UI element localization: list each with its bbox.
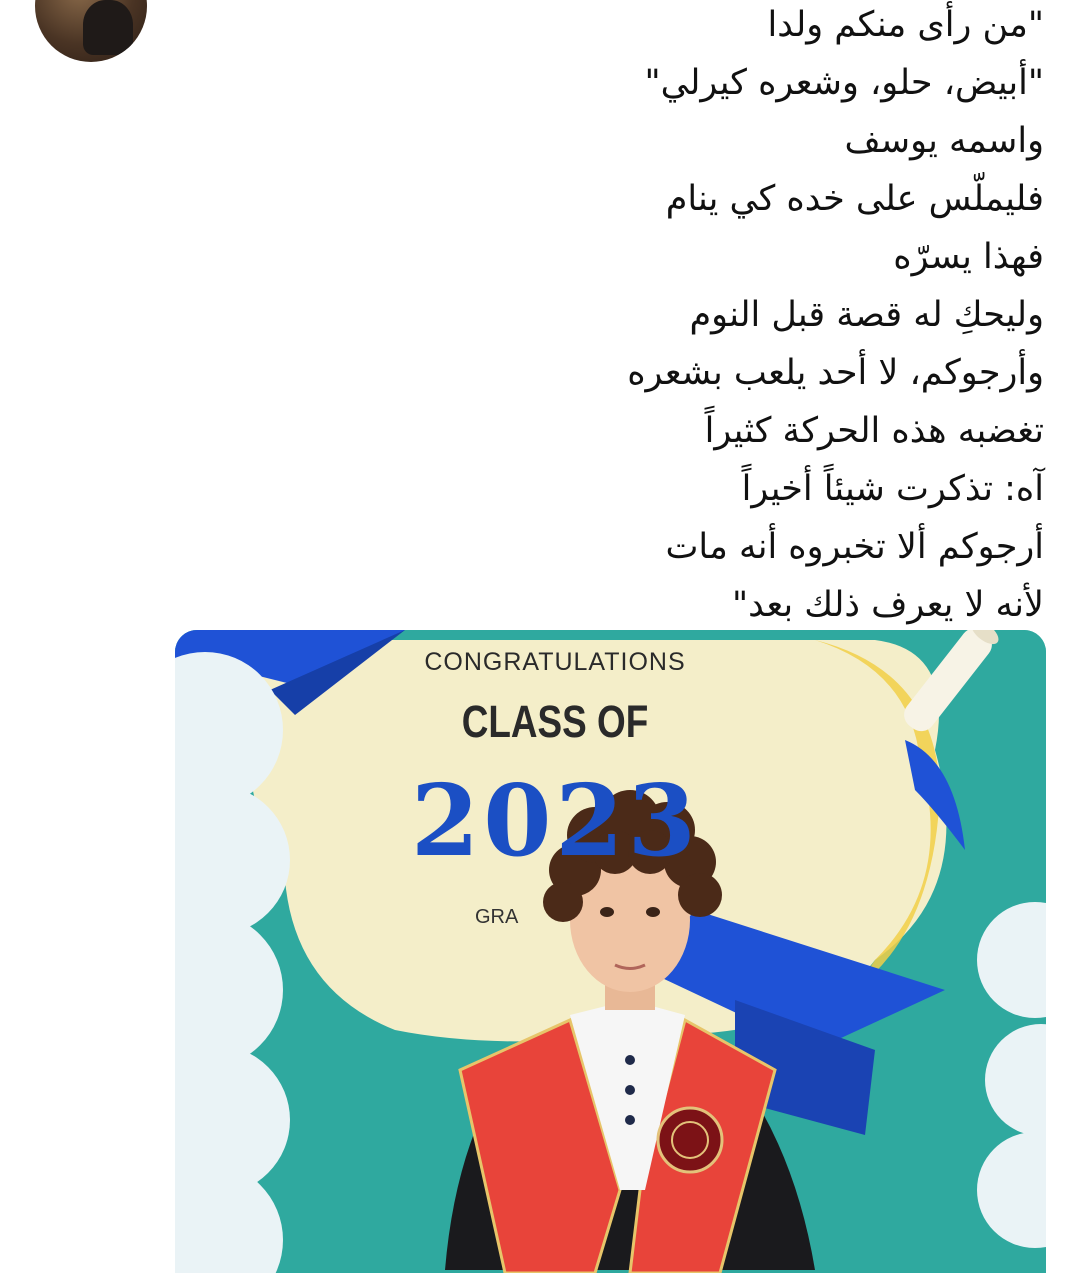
post-line: آه: تذكرت شيئاً أخيراً <box>741 469 1044 509</box>
stole-emblem <box>658 1108 722 1172</box>
post-line: وأرجوكم، لا أحد يلعب بشعره <box>627 353 1044 393</box>
post-line: تغضبه هذه الحركة كثيراً <box>704 411 1044 451</box>
shirt-button <box>625 1055 635 1065</box>
post-text <box>627 0 1044 638</box>
post-line: فهذا يسرّه <box>893 237 1044 277</box>
eye <box>600 907 614 917</box>
banner-year: 2023 <box>411 764 700 879</box>
balloons-right <box>977 902 1046 1248</box>
post-line: وليحكِ له قصة قبل النوم <box>689 295 1044 335</box>
shirt-button <box>625 1115 635 1125</box>
shirt-button <box>625 1085 635 1095</box>
banner-congratulations: CONGRATULATIONS <box>424 648 686 676</box>
post-line: واسمه يوسف <box>844 121 1044 161</box>
post-photo[interactable] <box>175 630 1046 1273</box>
post-line: فليملّس على خده كي ينام <box>665 179 1044 219</box>
avatar[interactable] <box>35 0 147 62</box>
eye <box>646 907 660 917</box>
post-line: لأنه لا يعرف ذلك بعد" <box>732 585 1044 625</box>
banner-grad-partial: GRA <box>475 906 519 928</box>
avatar-figure <box>83 0 133 55</box>
post-line: أرجوكم ألا تخبروه أنه مات <box>665 527 1044 567</box>
post-line: "أبيض، حلو، وشعره كيرلي" <box>644 63 1044 103</box>
post-line: "من رأى منكم ولدا <box>767 5 1044 45</box>
banner-class-of: CLASS OF <box>461 696 649 747</box>
